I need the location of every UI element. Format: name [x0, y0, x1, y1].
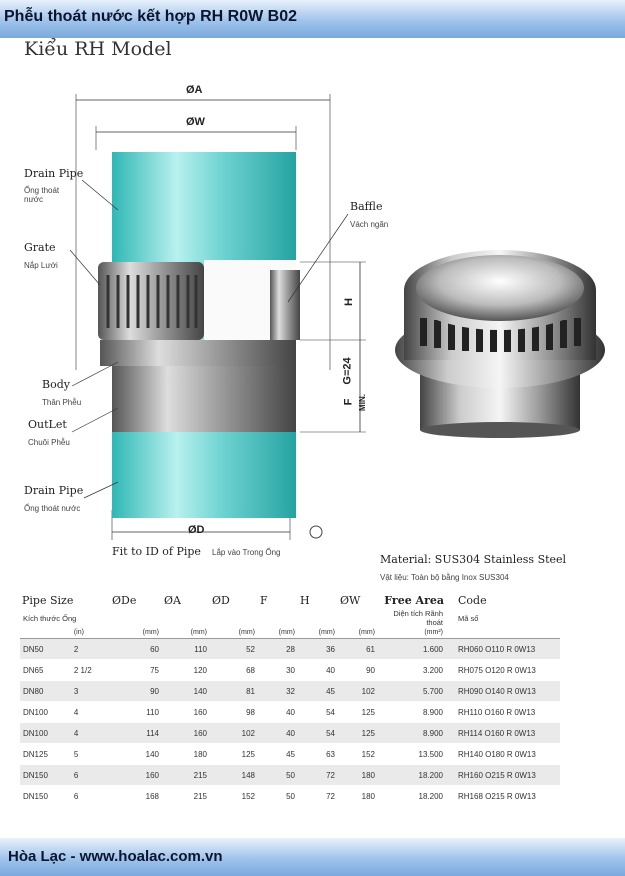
table-cell: 6 [71, 786, 110, 807]
table-cell: DN125 [20, 744, 71, 765]
table-cell: DN150 [20, 786, 71, 807]
col-a: ØA [164, 593, 181, 607]
table-cell: 40 [258, 702, 298, 723]
footer-text: Hòa Lạc - www.hoalac.com.vn [8, 848, 223, 865]
label-drain-pipe-top-vi: Ống thoát nước [24, 186, 60, 204]
unit: (mm) [110, 627, 162, 639]
table-cell: 98 [210, 702, 258, 723]
table-cell: RH075 O120 R 0W13 [446, 660, 560, 681]
unit: (mm) [210, 627, 258, 639]
table-cell: 63 [298, 744, 338, 765]
model-title: Kiểu RH Model [24, 38, 172, 60]
table-cell: 5 [71, 744, 110, 765]
footer-bar [0, 838, 625, 876]
label-baffle-vi: Vách ngăn [350, 220, 389, 229]
table-units-row [20, 627, 560, 639]
table-cell: 52 [210, 639, 258, 660]
table-row [20, 744, 560, 765]
table-cell: 5.700 [378, 681, 446, 702]
table-cell: 8.900 [378, 702, 446, 723]
unit: (mm) [258, 627, 298, 639]
table-cell: 45 [298, 681, 338, 702]
table-cell: 61 [338, 639, 378, 660]
table-cell: 168 [110, 786, 162, 807]
table-cell: 120 [162, 660, 210, 681]
table-row [20, 723, 560, 744]
label-body: Body [42, 378, 70, 391]
table-cell: 110 [110, 702, 162, 723]
table-row [20, 765, 560, 786]
label-drain-pipe-top: Drain Pipe [24, 167, 84, 180]
cross-section-drawing [0, 70, 383, 550]
label-drain-pipe-bottom-vi: Ống thoát nước [24, 504, 81, 513]
table-cell: 32 [258, 681, 298, 702]
col-free-area: Free Area [384, 593, 444, 607]
unit: (mm) [162, 627, 210, 639]
table-cell: 6 [71, 765, 110, 786]
table-cell: 2 [71, 639, 110, 660]
page-title: Phễu thoát nước kết hợp RH R0W B02 [4, 8, 298, 25]
unit: (mm²) [378, 627, 446, 639]
table-row [20, 681, 560, 702]
table-cell: 180 [162, 744, 210, 765]
table-cell: RH090 O140 R 0W13 [446, 681, 560, 702]
table-cell: 28 [258, 639, 298, 660]
dim-g: G=24 [341, 357, 354, 385]
table-cell: 54 [298, 702, 338, 723]
table-cell: 148 [210, 765, 258, 786]
table-cell: 102 [210, 723, 258, 744]
col-de: ØDe [112, 593, 137, 607]
table-cell: 4 [71, 702, 110, 723]
dim-min: MIN. [357, 394, 367, 411]
table-cell: 90 [338, 660, 378, 681]
table-cell: RH160 O215 R 0W13 [446, 765, 560, 786]
unit: (mm) [338, 627, 378, 639]
label-outlet: OutLet [28, 418, 67, 431]
label-grate: Grate [24, 241, 56, 254]
table-cell: 3.200 [378, 660, 446, 681]
table-cell: 68 [210, 660, 258, 681]
material-label: Material: SUS304 Stainless Steel [380, 553, 567, 566]
table-cell: 90 [110, 681, 162, 702]
label-outlet-vi: Chuôi Phễu [28, 438, 70, 447]
table-cell: DN65 [20, 660, 71, 681]
table-cell: 152 [338, 744, 378, 765]
label-body-vi: Thân Phễu [42, 398, 82, 407]
table-cell: 72 [298, 765, 338, 786]
unit: (in) [71, 627, 110, 639]
table-cell: 40 [298, 660, 338, 681]
table-cell: 81 [210, 681, 258, 702]
table-cell: RH114 O160 R 0W13 [446, 723, 560, 744]
table-cell: DN50 [20, 639, 71, 660]
dim-f: F [342, 398, 355, 406]
table-cell: 8.900 [378, 723, 446, 744]
dim-a: ØA [186, 84, 203, 96]
table-cell: 36 [298, 639, 338, 660]
table-cell: 102 [338, 681, 378, 702]
spec-table-body [20, 639, 560, 807]
table-cell: 50 [258, 765, 298, 786]
col-d: ØD [212, 593, 230, 607]
subheader-code: Mã số [458, 613, 479, 623]
table-cell: 215 [162, 765, 210, 786]
table-row [20, 786, 560, 807]
table-cell: 2 1/2 [71, 660, 110, 681]
table-cell: DN100 [20, 702, 71, 723]
table-cell: 13.500 [378, 744, 446, 765]
fit-to-pipe-label-vi: Lắp vào Trong Ống [212, 548, 281, 557]
table-cell: 125 [338, 702, 378, 723]
title-bar [0, 0, 625, 38]
table-cell: 110 [162, 639, 210, 660]
table-cell: 50 [258, 786, 298, 807]
table-cell: 3 [71, 681, 110, 702]
col-f: F [260, 593, 268, 607]
table-cell: RH140 O180 R 0W13 [446, 744, 560, 765]
col-code: Code [458, 593, 487, 607]
dim-d: ØD [188, 524, 205, 536]
table-cell: DN80 [20, 681, 71, 702]
col-w: ØW [340, 593, 361, 607]
table-cell: 160 [162, 702, 210, 723]
table-cell: 30 [258, 660, 298, 681]
product-3d-view [390, 230, 622, 440]
table-cell: 40 [258, 723, 298, 744]
table-cell: DN100 [20, 723, 71, 744]
table-cell: 160 [162, 723, 210, 744]
table-row [20, 702, 560, 723]
table-cell: 125 [210, 744, 258, 765]
table-cell: 140 [162, 681, 210, 702]
dim-w: ØW [186, 116, 205, 128]
label-grate-vi: Nắp Lưới [24, 261, 58, 270]
label-baffle: Baffle [350, 200, 383, 213]
table-cell: 1.600 [378, 639, 446, 660]
table-cell: RH168 O215 R 0W13 [446, 786, 560, 807]
table-cell: 4 [71, 723, 110, 744]
table-row [20, 660, 560, 681]
unit: (mm) [298, 627, 338, 639]
table-cell: 60 [110, 639, 162, 660]
table-cell: 152 [210, 786, 258, 807]
dim-h: H [342, 298, 355, 306]
table-cell: 180 [338, 765, 378, 786]
table-row [20, 639, 560, 660]
col-h: H [300, 593, 310, 607]
table-cell: 18.200 [378, 765, 446, 786]
table-cell: 54 [298, 723, 338, 744]
table-cell: 160 [110, 765, 162, 786]
table-cell: 72 [298, 786, 338, 807]
table-cell: 114 [110, 723, 162, 744]
subheader-free-area: Diện tích Rãnh thoát [393, 609, 443, 627]
table-subheader-row [20, 609, 560, 627]
table-cell: 140 [110, 744, 162, 765]
table-cell: RH110 O160 R 0W13 [446, 702, 560, 723]
table-cell: 18.200 [378, 786, 446, 807]
col-pipe-size: Pipe Size [22, 593, 74, 607]
table-cell: 45 [258, 744, 298, 765]
table-header-row [20, 591, 560, 609]
table-cell: 75 [110, 660, 162, 681]
label-drain-pipe-bottom: Drain Pipe [24, 484, 84, 497]
subheader-pipe-size: Kích thước Ống [23, 613, 77, 623]
table-cell: 215 [162, 786, 210, 807]
table-cell: 180 [338, 786, 378, 807]
spec-table [20, 591, 560, 807]
table-cell: DN150 [20, 765, 71, 786]
material-label-vi: Vật liệu: Toàn bộ bằng Inox SUS304 [380, 573, 509, 582]
table-cell: 125 [338, 723, 378, 744]
fit-to-pipe-label: Fit to ID of Pipe [112, 545, 201, 558]
table-cell: RH060 O110 R 0W13 [446, 639, 560, 660]
